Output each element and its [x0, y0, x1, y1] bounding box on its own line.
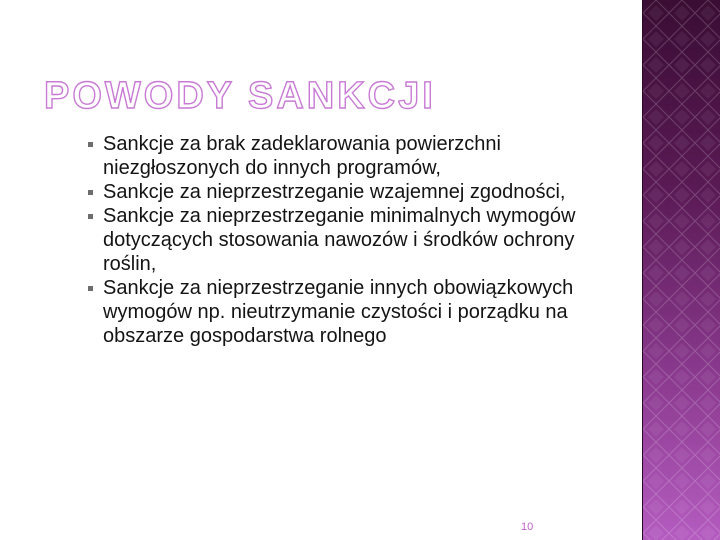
bullet-item — [84, 204, 614, 276]
square-bullet-icon — [88, 286, 93, 291]
bullet-text: Sankcje za brak zadeklarowania powierzchni niezgłoszonych do innych programów, — [103, 133, 501, 179]
bullet-text: Sankcje za nieprzestrzeganie minimalnych wymogów dotyczących stosowania nawozów i środków ochrony roślin, — [103, 205, 576, 275]
square-bullet-icon — [88, 142, 93, 147]
slide-title-text: POWODY SANKCJI — [44, 75, 436, 117]
square-bullet-icon — [88, 190, 93, 195]
square-bullet-icon — [88, 214, 93, 219]
bullet-item — [84, 132, 614, 180]
bullet-text: Sankcje za nieprzestrzeganie wzajemnej zgodności, — [103, 181, 566, 203]
diamond-pattern-icon — [643, 0, 720, 540]
page-number: 10 — [521, 521, 534, 533]
decorative-side-panel — [642, 0, 720, 540]
bullet-item — [84, 180, 614, 204]
slide-title — [44, 68, 564, 118]
bullet-item — [84, 276, 614, 348]
bullet-text: Sankcje za nieprzestrzeganie innych obowiązkowych wymogów np. nieutrzymanie czystości i porządku na obszarze gospodarstwa rolnego — [103, 277, 574, 347]
bullet-list — [84, 132, 614, 348]
